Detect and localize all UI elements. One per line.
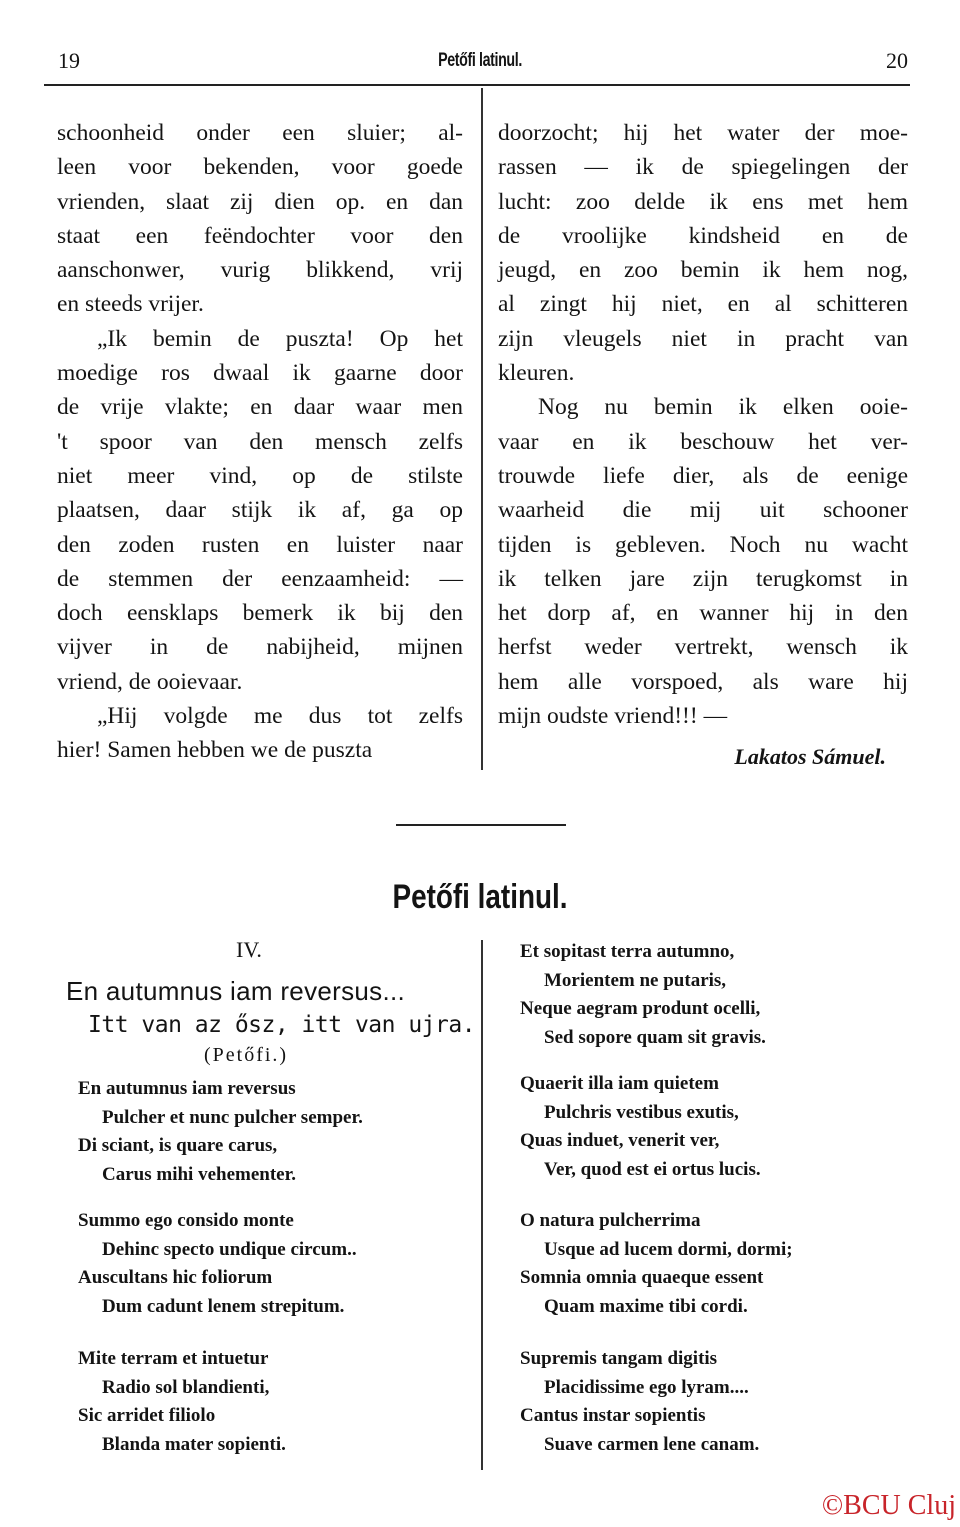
article-signature: Lakatos Sámuel. xyxy=(734,744,886,769)
poem-verse: Neque aegram produnt ocelli, xyxy=(520,998,761,1019)
article-right-column xyxy=(498,116,908,733)
poem-verse: Supremis tangam digitis xyxy=(520,1348,718,1369)
library-watermark: ©BCU Cluj xyxy=(821,1490,956,1521)
poem-verse: Morientem ne putaris, xyxy=(544,969,727,991)
page-number-left: 19 xyxy=(58,48,80,73)
poem-verse: Auscultans hic foliorum xyxy=(78,1267,273,1288)
poem-verse: Et sopitast terra autumno, xyxy=(520,941,735,962)
article-line: jeugd, en zoo bemin ik hem nog, xyxy=(498,257,908,284)
poem-verse: Dehinc specto undique circum.. xyxy=(102,1238,357,1260)
column-divider-top xyxy=(481,88,483,770)
header-rule xyxy=(44,84,910,86)
article-line: tijden is gebleven. Noch nu wacht xyxy=(498,531,908,558)
article-line: 't spoor van den mensch zelfs xyxy=(57,428,463,455)
poem-subtitle-hungarian: Itt van az ősz, itt van ujra. xyxy=(88,1012,476,1038)
poem-verse: Dum cadunt lenem strepitum. xyxy=(102,1295,345,1317)
poem-verse: Somnia omnia quaeque essent xyxy=(520,1267,764,1288)
poem-verse: Placidissime ego lyram.... xyxy=(544,1376,749,1398)
article-line: aanschonwer, vurig blikkend, vrij xyxy=(57,257,463,284)
article-line: moedige ros dwaal ik gaarne door xyxy=(57,360,463,387)
article-line: niet meer vind, op de stilste xyxy=(57,462,463,489)
article-line: de vroolijke kindsheid en de xyxy=(498,222,908,249)
poem-verse: En autumnus iam reversus xyxy=(78,1078,296,1099)
article-line: Nog nu bemin ik elken ooie- xyxy=(538,394,908,421)
article-line: herfst weder vertrekt, wensch ik xyxy=(498,634,908,661)
poem-verse: Ver, quod est ei ortus lucis. xyxy=(544,1158,761,1180)
article-line: den zoden rusten en luister naar xyxy=(57,531,463,558)
poem-verse: Carus mihi vehementer. xyxy=(102,1163,297,1185)
poem-stanza xyxy=(78,1207,357,1321)
poem-verse: Cantus instar sopientis xyxy=(520,1405,706,1426)
article-line: waarheid die mij uit schooner xyxy=(498,497,908,524)
poem-verse: Summo ego consido monte xyxy=(78,1210,294,1231)
article-left-column xyxy=(57,116,463,768)
poem-verse: Pulchris vestibus exutis, xyxy=(544,1101,739,1123)
article-line: vaar en ik beschouw het ver- xyxy=(498,428,908,455)
poem-verse: Blanda mater sopienti. xyxy=(102,1433,286,1455)
poem-section-number: IV. xyxy=(236,937,262,962)
article-line: plaatsen, daar stijk ik af, ga op xyxy=(57,497,463,524)
running-title: Petőfi latinul. xyxy=(438,50,522,71)
article-line: „Hij volgde me dus tot zelfs xyxy=(97,703,463,730)
article-line: al zingt hij niet, en al schitteren xyxy=(498,291,908,318)
article-line: vrienden, slaat zij dien op. en dan xyxy=(57,188,463,215)
poem-stanza xyxy=(520,938,766,1052)
article-line: mijn oudste vriend!!! — xyxy=(498,703,728,730)
poem-stanza xyxy=(78,1075,363,1189)
poem-verse: Suave carmen lene canam. xyxy=(544,1433,760,1455)
article-line: zijn vleugels niet in pracht van xyxy=(498,325,908,352)
section-separator-rule xyxy=(396,824,566,826)
article-line: ik telken jare zijn terugkomst in xyxy=(498,565,908,592)
article-line: hier! Samen hebben we de puszta xyxy=(57,737,373,764)
article-line: vijver in de nabijheid, mijnen xyxy=(57,634,463,661)
poem-title: Petőfi latinul. xyxy=(392,878,568,916)
poem-verse: Sic arridet filiolo xyxy=(78,1405,216,1426)
article-line: vriend, de ooievaar. xyxy=(57,668,243,695)
article-line: „Ik bemin de puszta! Op het xyxy=(97,325,463,352)
article-line: doch eensklaps bemerk ik bij den xyxy=(57,600,463,627)
article-line: de vrije vlakte; en daar waar men xyxy=(57,394,463,421)
article-line: en steeds vrijer. xyxy=(57,291,204,318)
article-line: schoonheid onder een sluier; al- xyxy=(57,120,463,146)
article-line: hem alle vorspoed, als ware hij xyxy=(498,668,908,695)
poem-verse: O natura pulcherrima xyxy=(520,1210,701,1231)
column-divider-bottom xyxy=(481,940,483,1470)
poem-stanza xyxy=(520,1070,761,1184)
article-line: het dorp af, en wanner hij in den xyxy=(498,600,908,627)
poem-verse: Pulcher et nunc pulcher semper. xyxy=(102,1106,363,1128)
poem-verse: Mite terram et intuetur xyxy=(78,1348,269,1369)
article-line: leen voor bekenden, voor goede xyxy=(57,154,463,181)
poem-verse: Quam maxime tibi cordi. xyxy=(544,1295,748,1317)
poem-stanza xyxy=(520,1207,793,1321)
article-line: trouwde liefe dier, als de eenige xyxy=(498,462,908,489)
poem-verse: Usque ad lucem dormi, dormi; xyxy=(544,1238,793,1260)
article-line: kleuren. xyxy=(498,360,575,387)
poem-attribution: (Petőfi.) xyxy=(204,1044,289,1066)
poem-verse: Radio sol blandienti, xyxy=(102,1376,270,1398)
poem-subtitle-latin: En autumnus iam reversus... xyxy=(66,976,406,1006)
article-line: lucht: zoo delde ik ens met hem xyxy=(498,188,908,215)
article-line: rassen — ik de spiegelingen der xyxy=(498,154,908,181)
poem-verse: Quaerit illa iam quietem xyxy=(520,1073,719,1094)
article-line: doorzocht; hij het water der moe- xyxy=(498,120,908,146)
article-line: de stemmen der eenzaamheid: — xyxy=(57,565,463,592)
article-line: staat een feëndochter voor den xyxy=(57,222,463,249)
poem-stanza xyxy=(78,1345,286,1459)
poem-verse: Sed sopore quam sit gravis. xyxy=(544,1026,766,1048)
page-number-right: 20 xyxy=(886,48,908,73)
poem-verse: Di sciant, is quare carus, xyxy=(78,1135,278,1156)
poem-verse: Quas induet, venerit ver, xyxy=(520,1130,720,1151)
page-header xyxy=(0,48,960,84)
poem-stanza xyxy=(520,1345,759,1459)
